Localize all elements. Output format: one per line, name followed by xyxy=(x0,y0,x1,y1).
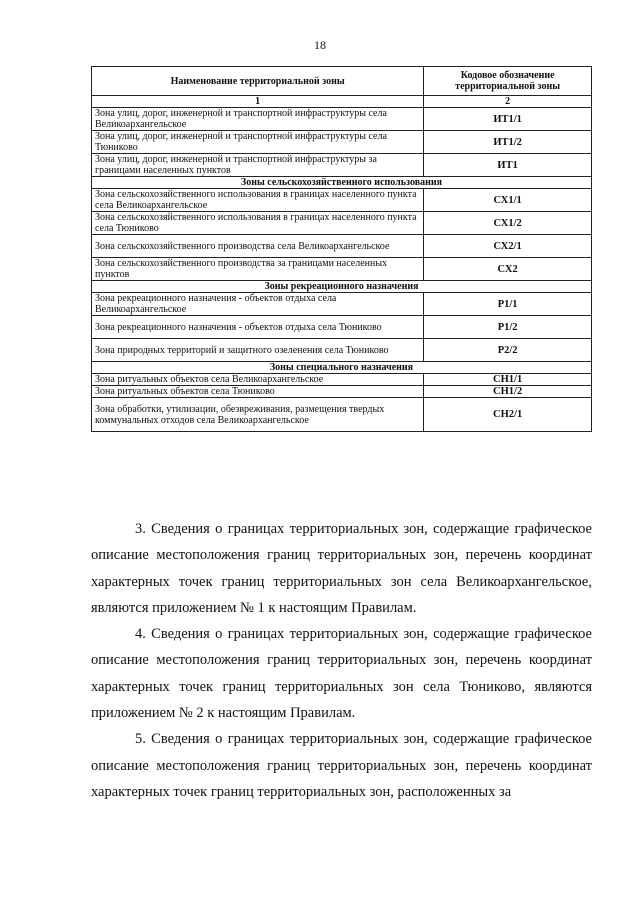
table-row xyxy=(92,258,592,281)
table-row xyxy=(92,108,592,131)
zone-code: ИТ1/1 xyxy=(424,108,592,131)
body-text xyxy=(91,516,592,805)
zone-code: СХ2/1 xyxy=(424,235,592,258)
zone-code: ИТ1/2 xyxy=(424,131,592,154)
section-row xyxy=(92,281,592,293)
zone-code: ИТ1 xyxy=(424,154,592,177)
table-row xyxy=(92,189,592,212)
column-number: 2 xyxy=(424,96,592,108)
zone-code: Р1/2 xyxy=(424,316,592,339)
section-row xyxy=(92,362,592,374)
zone-name: Зона сельскохозяйственного использования в границах населенного пункта села Тюниково xyxy=(92,212,424,235)
zone-name: Зона сельскохозяйственного использования в границах населенного пункта села Великоархангельское xyxy=(92,189,424,212)
table-row xyxy=(92,398,592,432)
table-header-row xyxy=(92,67,592,96)
zones-table xyxy=(91,66,592,432)
zone-name: Зона рекреационного назначения - объектов отдыха села Тюниково xyxy=(92,316,424,339)
zone-name: Зона сельскохозяйственного производства за границами населенных пунктов xyxy=(92,258,424,281)
table-row xyxy=(92,154,592,177)
zone-name: Зона рекреационного назначения - объектов отдыха села Великоархангельское xyxy=(92,293,424,316)
table-row xyxy=(92,293,592,316)
zone-code: СХ1/2 xyxy=(424,212,592,235)
zone-code: СН1/1 xyxy=(424,374,592,386)
zone-name: Зона улиц, дорог, инженерной и транспортной инфраструктуры села Тюниково xyxy=(92,131,424,154)
zone-name: Зона улиц, дорог, инженерной и транспортной инфраструктуры села Великоархангельское xyxy=(92,108,424,131)
section-row xyxy=(92,177,592,189)
paragraph: 5. Сведения о границах территориальных зон, содержащие графическое описание местоположения границ территориальных зон, перечень координат характерных точек границ территориальных зон, расположенных за xyxy=(91,731,592,800)
zone-name: Зона сельскохозяйственного производства села Великоархангельское xyxy=(92,235,424,258)
table-row xyxy=(92,212,592,235)
zone-name: Зона обработки, утилизации, обезвреживания, размещения твердых коммунальных отходов села Великоархангельское xyxy=(92,398,424,432)
table-row xyxy=(92,235,592,258)
table-row xyxy=(92,374,592,386)
zone-code: СН2/1 xyxy=(424,398,592,432)
section-title: Зоны специального назначения xyxy=(92,362,592,374)
paragraph: 3. Сведения о границах территориальных зон, содержащие графическое описание местоположения границ территориальных зон, перечень координат характерных точек границ территориальных зон села Великоархангельское, являются приложением № 1 к настоящим Правилам. xyxy=(91,521,592,616)
zone-name: Зона природных территорий и защитного озеленения села Тюниково xyxy=(92,339,424,362)
table-row xyxy=(92,131,592,154)
section-title: Зоны сельскохозяйственного использования xyxy=(92,177,592,189)
header-zone-name: Наименование территориальной зоны xyxy=(92,67,424,96)
table-row xyxy=(92,386,592,398)
header-zone-code: Кодовое обозначение территориальной зоны xyxy=(424,67,592,96)
zone-name: Зона улиц, дорог, инженерной и транспортной инфраструктуры за границами населенных пунктов xyxy=(92,154,424,177)
column-number-row xyxy=(92,96,592,108)
table-row xyxy=(92,316,592,339)
zone-code: СХ1/1 xyxy=(424,189,592,212)
section-title: Зоны рекреационного назначения xyxy=(92,281,592,293)
table-row xyxy=(92,339,592,362)
zone-code: СХ2 xyxy=(424,258,592,281)
column-number: 1 xyxy=(92,96,424,108)
zone-code: Р1/1 xyxy=(424,293,592,316)
zone-code: Р2/2 xyxy=(424,339,592,362)
zone-code: СН1/2 xyxy=(424,386,592,398)
zone-name: Зона ритуальных объектов села Великоархангельское xyxy=(92,374,424,386)
paragraph: 4. Сведения о границах территориальных зон, содержащие графическое описание местоположения границ территориальных зон, перечень координат характерных точек границ территориальных зон села Тюниково, являются приложением № 2 к настоящим Правилам. xyxy=(91,626,592,722)
zone-name: Зона ритуальных объектов села Тюниково xyxy=(92,386,424,398)
page-number: 18 xyxy=(314,38,326,52)
